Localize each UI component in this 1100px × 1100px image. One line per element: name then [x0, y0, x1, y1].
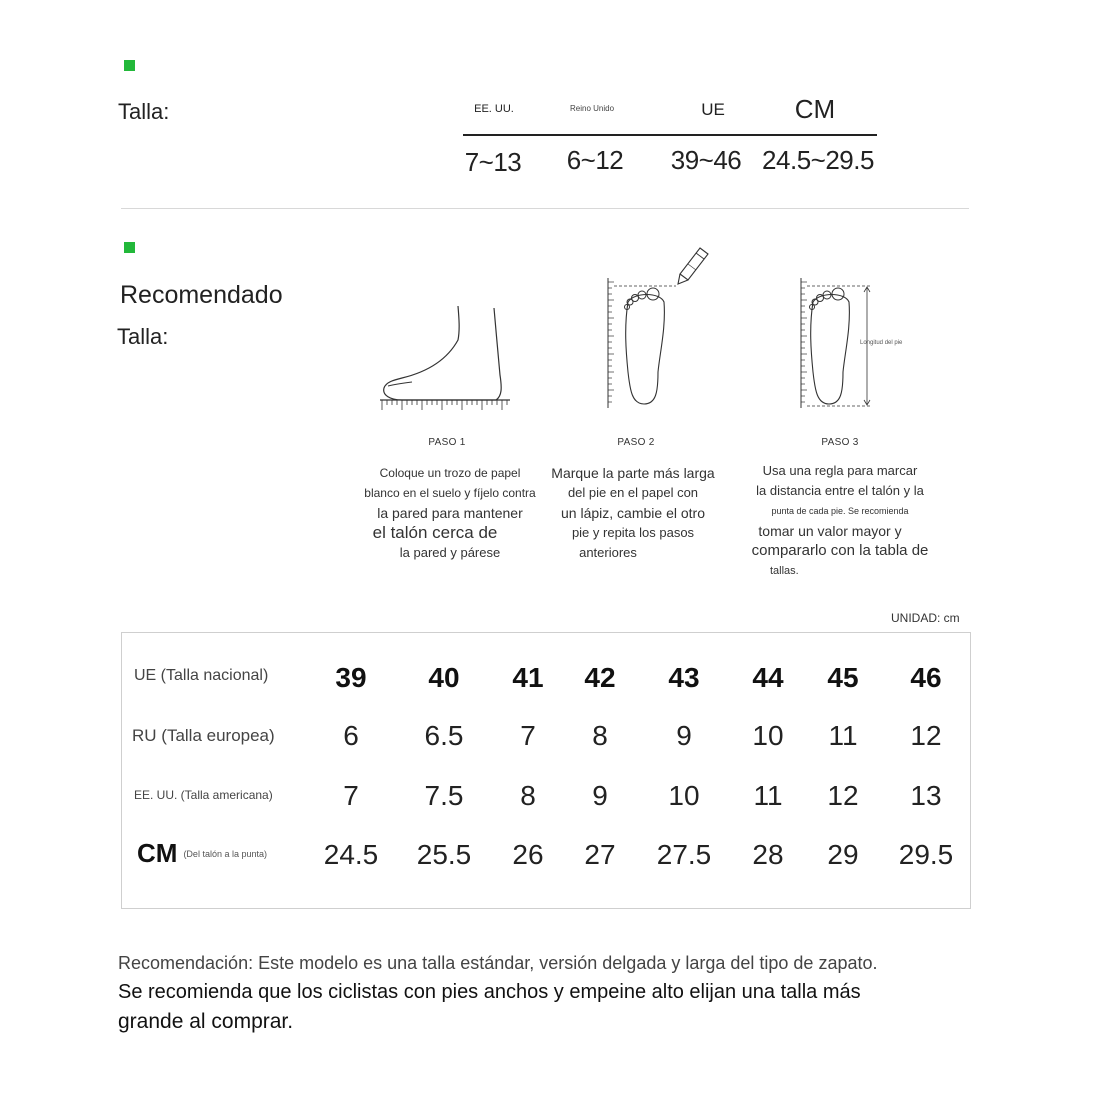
step-line: la distancia entre el talón y la — [756, 483, 924, 498]
step-line: anteriores — [579, 545, 637, 560]
table-cell: 8 — [520, 780, 536, 811]
step-line: del pie en el papel con — [567, 485, 699, 500]
table-cell: 13 — [910, 780, 942, 811]
table-cell: 39 — [335, 662, 367, 693]
table-cell: 29 — [827, 839, 859, 870]
step-1-text — [350, 463, 550, 563]
table-cell: 9 — [676, 720, 692, 751]
range-cm: 24.5~29.5 — [762, 145, 874, 175]
step-line: tallas. — [770, 565, 799, 577]
header-uk: Reino Unido — [569, 104, 615, 113]
recommendation-line: Recomendación: Este modelo es una talla estándar, versión delgada y larga del tipo de zapato. — [118, 953, 878, 973]
table-cell: 41 — [512, 662, 544, 693]
unit-label: UNIDAD: cm — [891, 611, 960, 625]
table-cell: 12 — [910, 720, 942, 751]
step-line: un lápiz, cambie el otro — [561, 505, 705, 521]
section-marker-icon — [124, 60, 135, 71]
step-3-title: PASO 3 — [821, 437, 859, 448]
step-3-text — [740, 461, 940, 581]
step-line: blanco en el suelo y fíjelo contra — [364, 486, 536, 500]
foot-side-ruler-icon — [372, 300, 517, 415]
foot-top-ruler-icon — [600, 272, 680, 412]
table-cell: 42 — [584, 662, 616, 693]
table-cell: 12 — [827, 780, 859, 811]
header-us: EE. UU. — [474, 103, 514, 115]
table-cell: 27.5 — [656, 839, 712, 870]
header-divider — [463, 134, 877, 136]
table-cell: 6.5 — [424, 720, 464, 751]
step-line: pie y repita los pasos — [571, 525, 695, 540]
table-cell: 9 — [592, 780, 608, 811]
header-cm: CM — [794, 94, 836, 124]
step-1-title: PASO 1 — [428, 437, 466, 448]
step-line: Usa una regla para marcar — [762, 463, 918, 478]
foot-length-label: Longitud del pie — [860, 340, 903, 346]
table-cell: 24.5 — [323, 839, 379, 870]
table-cell: 7.5 — [424, 780, 464, 811]
table-cell: 28 — [752, 839, 784, 870]
table-cell: 46 — [910, 662, 942, 693]
step-line: Coloque un trozo de papel — [379, 466, 521, 480]
table-cell: 8 — [592, 720, 608, 751]
step-line: la pared para mantener — [377, 505, 523, 521]
step-line: el talón cerca de — [372, 523, 498, 542]
table-cell: 26 — [512, 839, 544, 870]
table-cell: 7 — [520, 720, 536, 751]
range-us: 7~13 — [464, 147, 522, 177]
table-cell: 25.5 — [416, 839, 472, 870]
range-uk: 6~12 — [566, 145, 624, 175]
row-label-eu: UE (Talla nacional) — [134, 667, 269, 684]
recommended-label: Recomendado — [120, 281, 283, 309]
table-cell: 44 — [752, 662, 784, 693]
step-2-text — [538, 463, 728, 563]
recommendation-text — [118, 949, 878, 1036]
table-cell: 45 — [827, 662, 859, 693]
table-cell: 6 — [343, 720, 359, 751]
cm-label: CM — [137, 838, 178, 868]
table-cell: 43 — [668, 662, 700, 693]
row-label-us: EE. UU. (Talla americana) — [134, 788, 273, 802]
recommended-size-label: Talla: — [117, 324, 169, 349]
size-label: Talla: — [118, 99, 170, 124]
step-line: la pared y párese — [399, 545, 501, 560]
header-eu: UE — [701, 100, 725, 119]
recommendation-line: grande al comprar. — [118, 1010, 294, 1033]
table-cell: 27 — [584, 839, 616, 870]
section-divider — [121, 208, 969, 209]
range-eu: 39~46 — [670, 145, 742, 175]
table-cell: 29.5 — [898, 839, 954, 870]
pencil-icon — [676, 246, 710, 286]
step-2-title: PASO 2 — [617, 437, 655, 448]
step-line: Marque la parte más larga — [551, 465, 715, 481]
row-label-uk: RU (Talla europea) — [132, 726, 275, 745]
table-cell: 7 — [343, 780, 359, 811]
step-line: tomar un valor mayor y — [758, 523, 902, 539]
recommendation-line: Se recomienda que los ciclistas con pies anchos y empeine alto elijan una talla más — [118, 981, 861, 1003]
cm-note: (Del talón a la punta) — [183, 848, 267, 859]
table-cell: 11 — [753, 780, 783, 811]
table-cell: 11 — [828, 720, 858, 751]
step-line: punta de cada pie. Se recomienda — [771, 506, 909, 516]
step-line: compararlo con la tabla de — [751, 542, 929, 559]
table-cell: 10 — [752, 720, 784, 751]
table-cell: 10 — [668, 780, 700, 811]
table-cell: 40 — [428, 662, 460, 693]
row-label-cm — [137, 838, 267, 869]
section-marker-icon — [124, 242, 135, 253]
